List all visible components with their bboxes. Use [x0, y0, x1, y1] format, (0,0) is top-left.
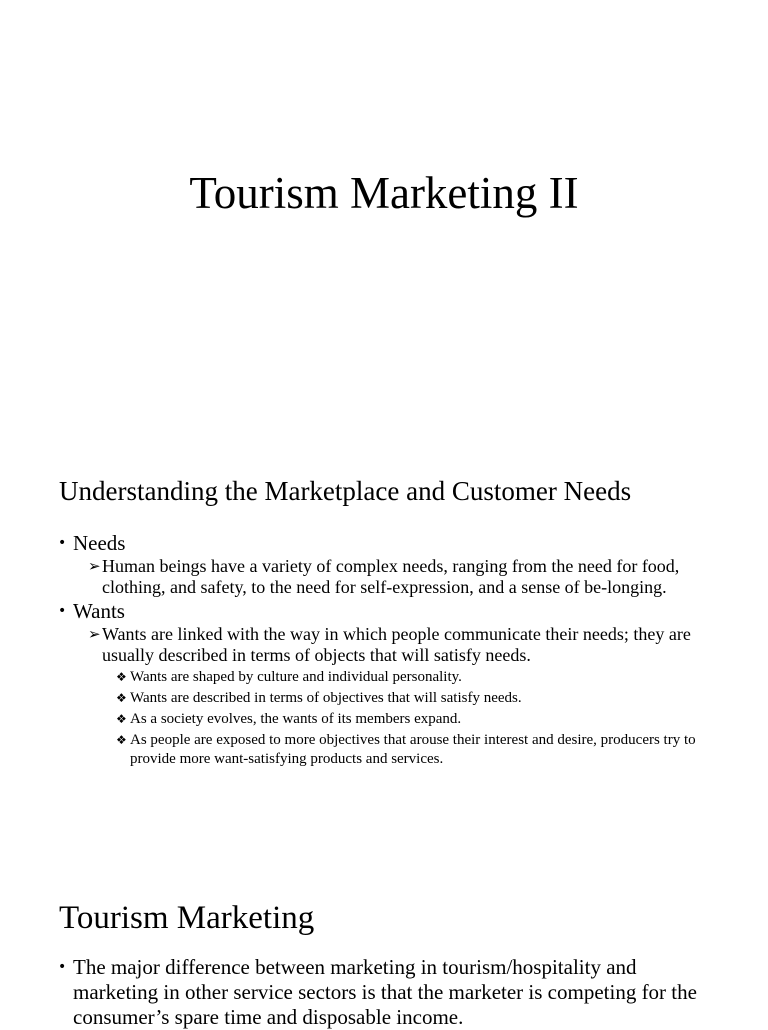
sub-sub-bullet-text: Wants are described in terms of objectives that will satisfy needs.	[130, 690, 522, 706]
slide-title: Tourism Marketing II	[189, 168, 579, 218]
bullet-item-wants	[58, 598, 718, 624]
sub-bullet-item	[58, 624, 718, 666]
bullet-label: Needs	[73, 531, 126, 555]
bullet-dot-icon: •	[58, 535, 67, 551]
diamond-bullet-icon: ❖	[116, 712, 127, 726]
bullet-list-tourism-marketing	[58, 955, 723, 1030]
diamond-bullet-icon: ❖	[116, 691, 127, 705]
sub-sub-bullet-item	[58, 689, 718, 708]
bullet-item-needs	[58, 530, 718, 556]
bullet-text: The major difference between marketing in tourism/hospitality and marketing in other service sectors is that the marketer is competing for the consumer’s spare time and disposable income.	[73, 955, 697, 1029]
bullet-label: Wants	[73, 599, 125, 623]
diamond-bullet-icon: ❖	[116, 670, 127, 684]
arrowhead-icon: ➢	[88, 557, 101, 575]
sub-sub-bullet-item	[58, 731, 718, 769]
sub-sub-bullet-text: As people are exposed to more objectives that arouse their interest and desire, producers try to provide more want-satisfying products and services.	[130, 732, 696, 767]
bullet-list-marketplace	[58, 530, 718, 769]
bullet-item	[58, 955, 723, 1030]
sub-sub-bullet-text: As a society evolves, the wants of its members expand.	[130, 711, 462, 727]
section-heading-marketplace: Understanding the Marketplace and Customer Needs	[59, 476, 632, 506]
sub-bullet-text: Wants are linked with the way in which people communicate their needs; they are usually described in terms of objects that will satisfy needs.	[102, 624, 691, 665]
bullet-dot-icon: •	[58, 959, 67, 975]
sub-bullet-item	[58, 556, 718, 598]
sub-sub-bullet-text: Wants are shaped by culture and individual personality.	[130, 669, 462, 685]
sub-sub-bullet-item	[58, 668, 718, 687]
bullet-dot-icon: •	[58, 603, 67, 619]
diamond-bullet-icon: ❖	[116, 733, 127, 747]
arrowhead-icon: ➢	[88, 625, 101, 643]
sub-sub-bullet-item	[58, 710, 718, 729]
section-heading-tourism-marketing: Tourism Marketing	[59, 900, 315, 936]
sub-bullet-text: Human beings have a variety of complex needs, ranging from the need for food, clothing, and safety, to the need for self-expression, and a sense of be-longing.	[102, 556, 680, 597]
